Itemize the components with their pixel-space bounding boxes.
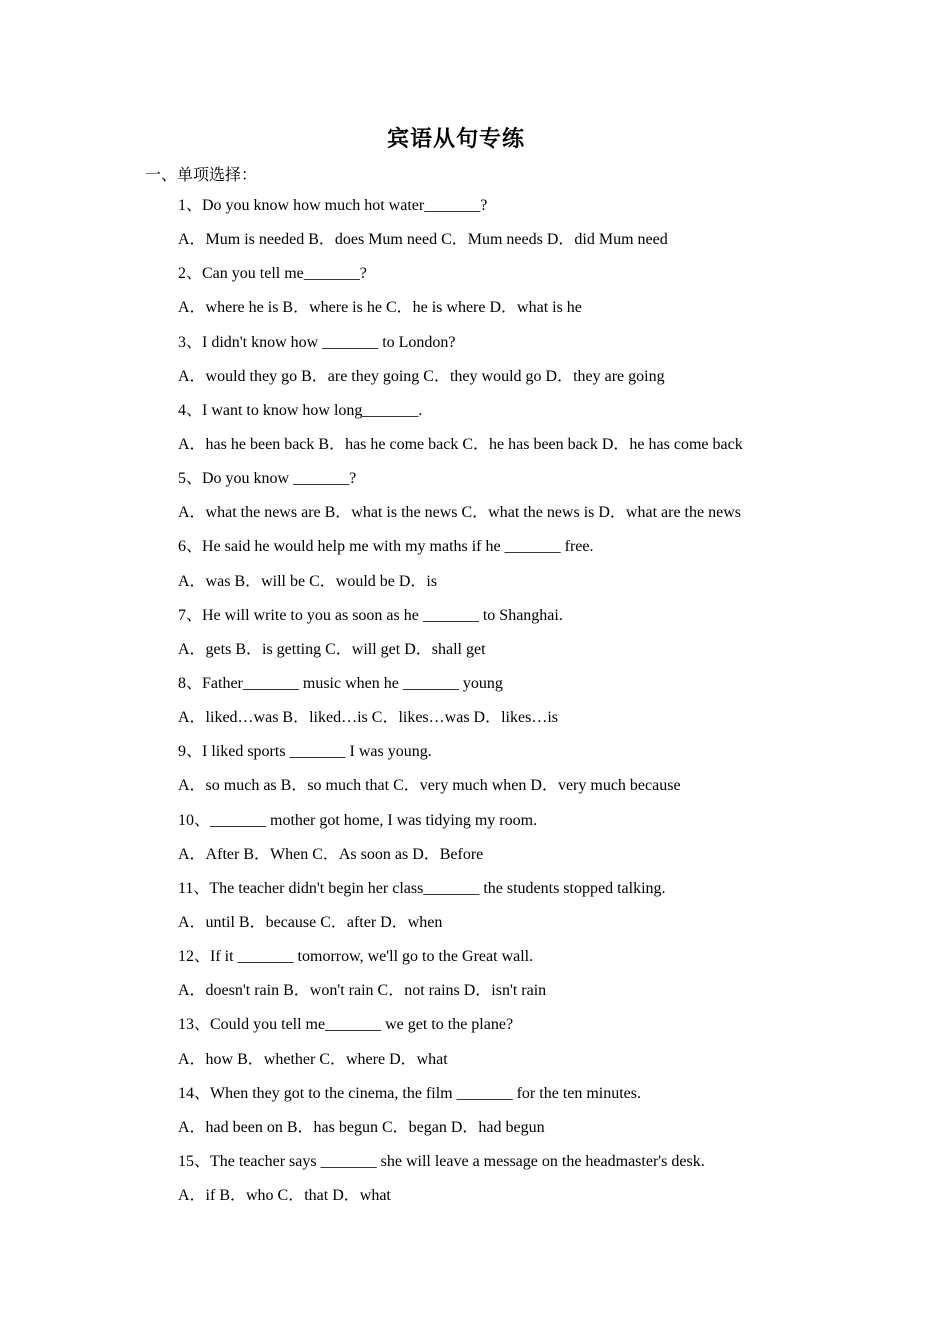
question-4-text: 4、I want to know how long_______. — [178, 401, 423, 419]
question-12-text: 12、If it _______ tomorrow, we'll go to the Great wall. — [178, 948, 534, 966]
page-title: 宾语从句专练 — [386, 126, 525, 152]
question-14-text: 14、When they got to the cinema, the film _______ for the ten minutes. — [178, 1084, 642, 1102]
question-5-text: 5、Do you know _______? — [178, 470, 357, 488]
question-10-text: 10、_______ mother got home, I was tidying my room. — [178, 811, 538, 829]
question-8-text: 8、Father_______ music when he _______ young — [178, 674, 503, 692]
question-6-text: 6、He said he would help me with my maths if he _______ free. — [178, 538, 594, 556]
question-5-options: A．what the news are B．what is the news C．what the news is D．what are the news — [178, 504, 741, 522]
question-12-options: A．doesn't rain B．won't rain C．not rains D．isn't rain — [178, 982, 547, 1000]
question-7-text: 7、He will write to you as soon as he _______ to Shanghai. — [178, 606, 563, 624]
question-1-options: A．Mum is needed B．does Mum need C．Mum needs D．did Mum need — [178, 231, 668, 249]
question-8-options: A．liked…was B．liked…is C．likes…was D．likes…is — [178, 709, 558, 727]
question-10-options: A．After B．When C．As soon as D．Before — [178, 845, 484, 863]
question-7-options: A．gets B．is getting C．will get D．shall get — [178, 640, 486, 658]
question-2-text: 2、Can you tell me_______? — [178, 265, 367, 283]
question-15-options: A．if B．who C．that D．what — [178, 1187, 391, 1205]
question-9-options: A．so much as B．so much that C．very much when D．very much because — [178, 777, 681, 795]
section-heading: 一、单项选择： — [145, 165, 258, 184]
question-6-options: A．was B．will be C．would be D．is — [178, 572, 438, 590]
question-11-text: 11、The teacher didn't begin her class_______ the students stopped talking. — [178, 879, 666, 897]
question-4-options: A．has he been back B．has he come back C．he has been back D．he has come back — [178, 435, 743, 453]
question-9-text: 9、I liked sports _______ I was young. — [178, 743, 432, 761]
question-1-text: 1、Do you know how much hot water_______? — [178, 197, 488, 214]
question-13-options: A．how B．whether C．where D．what — [178, 1050, 448, 1068]
question-3-options: A．would they go B．are they going C．they would go D．they are going — [178, 367, 665, 385]
question-3-text: 3、I didn't know how _______ to London? — [178, 333, 456, 351]
question-11-options: A．until B．because C．after D．when — [178, 913, 443, 931]
question-list — [178, 194, 858, 1218]
question-14-options: A．had been on B．has begun C．began D．had begun — [178, 1118, 545, 1136]
question-13-text: 13、Could you tell me_______ we get to the plane? — [178, 1016, 514, 1034]
question-2-options: A．where he is B．where is he C．he is where D．what is he — [178, 299, 582, 317]
question-15-text: 15、The teacher says _______ she will leave a message on the headmaster's desk. — [178, 1152, 705, 1170]
